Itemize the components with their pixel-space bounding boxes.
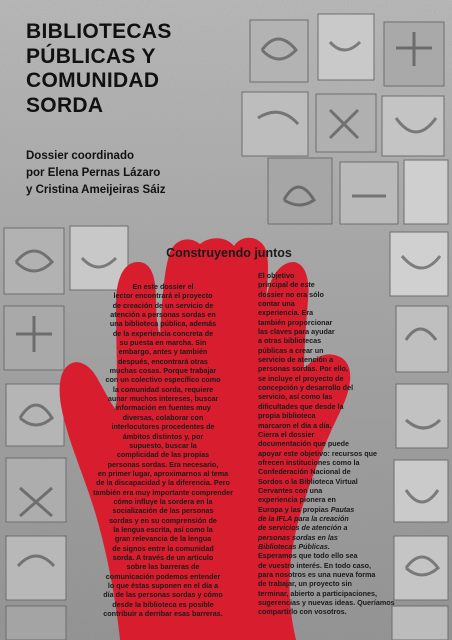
text-line: personas sordas en las [258,532,338,542]
text-line: lo que éstas suponen en el día a [107,581,219,590]
text-line: experiencia pionera en [258,495,336,505]
text-line: a otras bibliotecas [258,336,322,346]
text-line: complicidad de las propias [116,450,210,460]
text-line: de creación de un servicio de [112,300,214,310]
text-line: personas sordas. Por ello, [258,364,348,374]
text-line: atención a personas sordas en [110,310,216,320]
text-line: la lengua escrita, así como la [113,524,213,534]
text-line: de vuestro interés. En todo caso, [258,560,372,570]
text-line: para nosotros es una nueva forma [258,570,376,579]
text-line: lector encontrará el proyecto [113,291,213,301]
text-line: Europa y las propias Pautas [258,504,355,514]
right-column-text [258,271,398,617]
text-line: día de las personas sordas y cómo [103,590,223,600]
text-line: concepción y desarrollo del [258,383,354,393]
left-column-text [64,282,262,618]
text-line: de trabajar, un proyecto sin [258,579,352,589]
text-line: documentación que puede [258,439,350,449]
text-line: experiencia. Era [258,308,314,318]
text-line: de la IFLA para la creación [258,513,349,523]
text-line: servicio de atención a [258,355,334,365]
text-line: una biblioteca pública, además [109,319,217,329]
text-line: también era muy importante comprender [93,487,233,497]
text-line: gran relevancia de la lengua [114,534,212,544]
text-line: terminar, abierto a participaciones, [258,588,378,598]
subtitle-line: por Elena Pernas Lázaro [26,167,161,179]
text-line: principal de este [258,280,315,290]
text-line: sugerencias y nuevas ideas. Queríamos [258,598,395,608]
text-line: contar una [258,299,295,309]
dossier-subtitle [26,148,166,199]
text-line: de la experiencia concreta de [112,328,214,338]
title-line: BIBLIOTECAS [26,20,172,43]
text-line: cómo influye la sordera en la [113,496,213,506]
section-heading: Construyendo juntos [166,246,292,260]
text-line: la comunidad sorda, requiere [112,384,214,394]
text-line: propia biblioteca [258,411,316,421]
text-line: Cervantes con una [258,485,323,495]
text-line: de servicios de atención a [258,523,348,533]
text-line: Cierra el dossier [258,429,315,439]
text-line: desde la biblioteca es posible [112,599,214,609]
text-line: personas sordas. Era necesario, [107,459,219,469]
text-line: comunicación podemos entender [105,571,221,581]
text-line: con un colectivo específico como [105,375,221,385]
text-line: apoyar este objetivo: recursos que [258,448,378,458]
text-line: se incluye el proyecto de [258,373,344,383]
text-line: de signos entre la comunidad [112,543,214,553]
subtitle-line: y Cristina Ameijeiras Sáiz [26,184,166,196]
pautas-italic: Pautas [328,504,355,514]
page-title [26,20,172,118]
text-line: El objetivo [258,271,295,280]
text-line: servicio, así como las [258,392,333,402]
title-line: COMUNIDAD [26,69,160,92]
text-line: marcaron el día a día. [258,420,332,430]
text-line: muchas cosas. Porque trabajar [109,366,217,376]
text-line: Sordos o la Biblioteca Virtual [258,476,358,486]
text-line: después, encontrará otras [118,356,208,366]
text-line: información en fuentes muy [115,403,211,413]
text-line: En este dossier el [132,282,194,291]
text-line: dificultades que desde la [258,401,344,411]
text-line: aunar muchos intereses, buscar [107,394,219,404]
text-line: Esperamos que todo ello sea [258,551,358,561]
text-line: embargo, antes y también [118,347,208,357]
text-line: diversas, colaborar con [122,412,204,422]
text-line: supuesto, buscar la [129,440,197,450]
subtitle-line: Dossier coordinado [26,150,134,162]
text-line: ofrecen instituciones como la [258,457,360,467]
text-line: también proporcionar [258,317,333,327]
text-line: las claves para ayudar [258,327,335,337]
text-line: contribuir a derribar esas barreras. [103,609,223,619]
text-line: públicas a crear un [258,345,324,355]
text-line: sorda. A través de un artículo [112,552,214,562]
text-line: Bibliotecas Públicas. [258,541,330,551]
title-line: SORDA [26,93,104,117]
text-line: su puesta en marcha. Sin [119,338,207,348]
text-line: ámbitos distintos y, por [122,431,204,441]
text-line: de la discapacidad y la diferencia. Pero [96,478,230,488]
text-line: sobre las barreras de [126,562,200,572]
text-line: en primer lugar, aproximarnos al tema [97,468,229,478]
text-line: compartirlo con vosotros. [258,607,347,617]
text-line: sordas y en su comprensión de [109,515,217,525]
text-line: Confederación Nacional de [258,467,351,477]
text-line: interlocutores procedentes de [111,422,215,432]
text-line: dossier no era sólo [258,289,324,299]
text-line: socialización de las personas [112,506,214,516]
title-line: PÚBLICAS Y [26,44,156,68]
